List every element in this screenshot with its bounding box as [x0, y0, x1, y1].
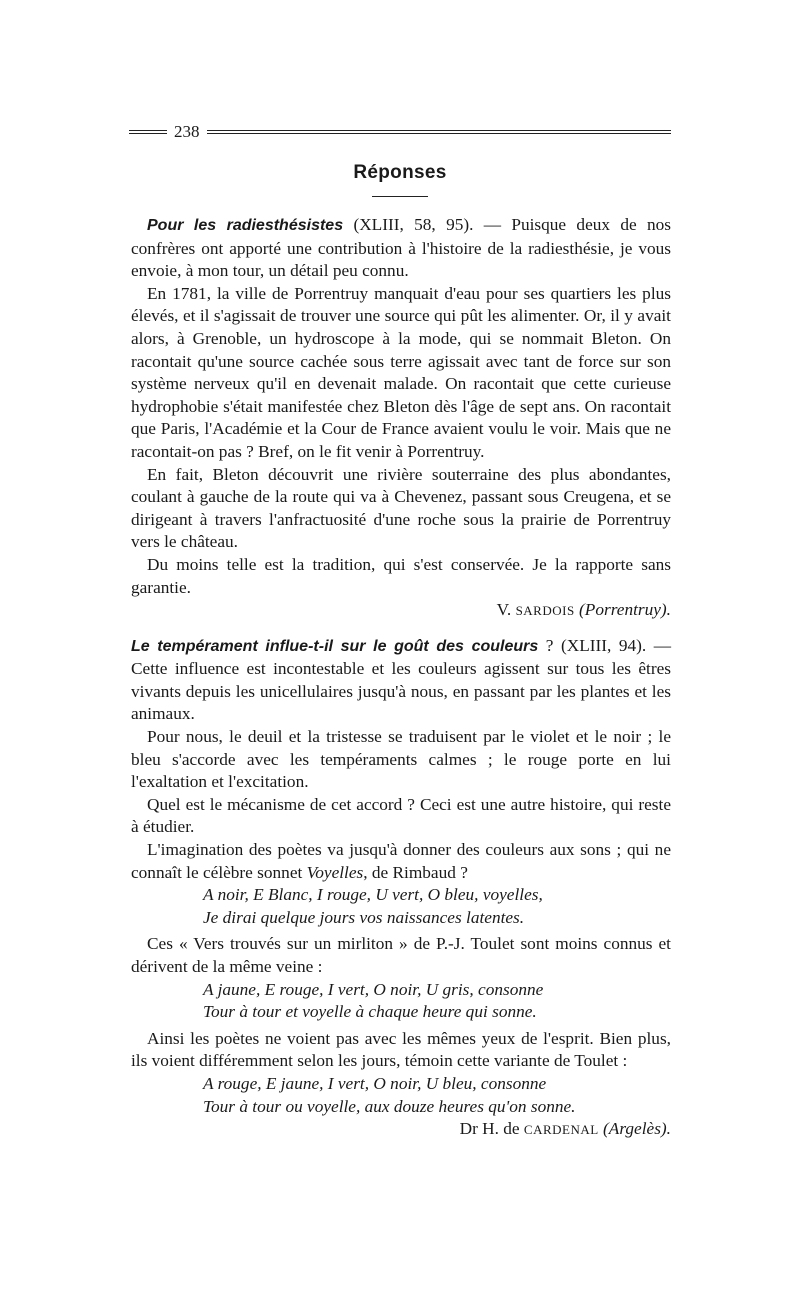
entry2-sig-name: CARDENAL	[523, 1122, 599, 1138]
entry1-question: Pour les radiesthésistes	[147, 217, 344, 234]
verse-toulet-1	[203, 979, 671, 1024]
title-underline	[372, 196, 428, 197]
verse-line: A noir, E Blanc, I rouge, U vert, O bleu, voyelles,	[203, 885, 543, 905]
entry2-question: Le tempérament influe-t-il sur le goût des couleurs	[131, 637, 539, 655]
entry2-sonnet-title: Voyelles	[306, 862, 364, 882]
verse-line: A jaune, E rouge, I vert, O noir, U gris, consonne	[203, 979, 544, 999]
entry1-paragraph-4: Du moins telle est la tradition, qui s'est conservée. Je la rapporte sans garantie.	[131, 554, 671, 597]
header-rule-left	[129, 130, 167, 134]
verse-line: Tour à tour et voyelle à chaque heure qui sonne.	[203, 1002, 537, 1022]
entry2-sig-place: (Argelès).	[603, 1119, 671, 1139]
entry1-reference: (XLIII, 58, 95).	[353, 215, 474, 234]
entry2-paragraph-3: Quel est le mécanisme de cet accord ? Ceci est une autre histoire, qui reste à étudier.	[131, 794, 671, 837]
entry1-sig-name: SARDOIS	[515, 603, 575, 619]
running-header	[129, 124, 671, 144]
entry2-paragraph-2: Pour nous, le deuil et la tristesse se traduisent par le violet et le noir ; le bleu s'accorde avec les tempéraments calmes ; le rouge porte en lui l'exaltation et l'excitation.	[131, 727, 671, 792]
entry2-paragraph-6: Ainsi les poètes ne voient pas avec les mêmes yeux de l'esprit. Bien plus, ils voient différemment selon les jours, témoin cette variante de Toulet :	[131, 1028, 671, 1071]
entry2-paragraph-1	[131, 635, 671, 726]
verse-rimbaud	[203, 884, 671, 929]
section-title: Réponses	[353, 162, 447, 183]
verse-line: Tour à tour ou voyelle, aux douze heures qu'on sonne.	[203, 1096, 576, 1116]
entry1-sig-initial: V.	[496, 600, 512, 620]
header-rule-right	[207, 130, 671, 134]
verse-line: Je dirai quelque jours vos naissances latentes.	[203, 907, 525, 927]
entry2-question-mark: ?	[538, 635, 561, 655]
entry2-text-1: — Cette influence est incontestable et les couleurs agissent sur tous les êtres vivants depuis les unicellulaires jusqu'à nous, en passant par les plantes et les animaux.	[131, 635, 671, 724]
entry1-signature	[131, 599, 671, 623]
article-body	[131, 214, 671, 1142]
verse-line: A rouge, E jaune, I vert, O noir, U bleu, consonne	[203, 1073, 547, 1093]
entry1-paragraph-1	[131, 214, 671, 283]
entry2-sig-prefix: Dr H. de	[459, 1119, 524, 1139]
verse-toulet-2	[203, 1073, 671, 1118]
entry2-text-4a: L'imagination des poètes va jusqu'à donner des couleurs aux sons ; qui ne connaît le célèbre sonnet	[131, 840, 671, 882]
entry2-signature	[131, 1118, 671, 1142]
entry2-paragraph-4	[131, 839, 671, 884]
entry2-reference: (XLIII, 94).	[560, 635, 647, 655]
entry1-sig-place: (Porrentruy).	[579, 600, 671, 620]
entry2-paragraph-5: Ces « Vers trouvés sur un mirliton » de P.-J. Toulet sont moins connus et dérivent de la même veine :	[131, 934, 671, 976]
page-number: 238	[174, 122, 200, 141]
entry1-paragraph-3: En fait, Bleton découvrit une rivière souterraine des plus abondantes, coulant à gauche de la route qui va à Chevenez, passant sous Creugena, et se dirigeant à travers l'anfractuosité d'une roche sous la prairie de Porrentruy vers le château.	[131, 464, 671, 552]
entry1-paragraph-2: En 1781, la ville de Porrentruy manquait d'eau pour ses quartiers les plus élevés, et il s'agissait de trouver une source qui pût les alimenter. Or, il y avait alors, à Grenoble, un hydroscope à la mode, qui se nommait Bleton. On racontait qu'une source cachée sous terre agissait avec tant de force sur son système nerveux qu'il en devenait malade. On racontait que cette curieuse hydrophobie s'était manifestée chez Bleton dès l'âge de sept ans. On racontait que Paris, l'Académie et la Cour de France avaient voulu le voir. Mais que ne racontait-on pas ? Bref, on le fit venir à Porrentruy.	[131, 283, 671, 461]
entry1-text-1: — Puisque deux de nos confrères ont apporté une contribution à l'histoire de la radiesthésie, je vous envoie, à mon tour, un détail peu connu.	[131, 215, 671, 281]
entry2-text-4b: , de Rimbaud ?	[363, 862, 468, 882]
